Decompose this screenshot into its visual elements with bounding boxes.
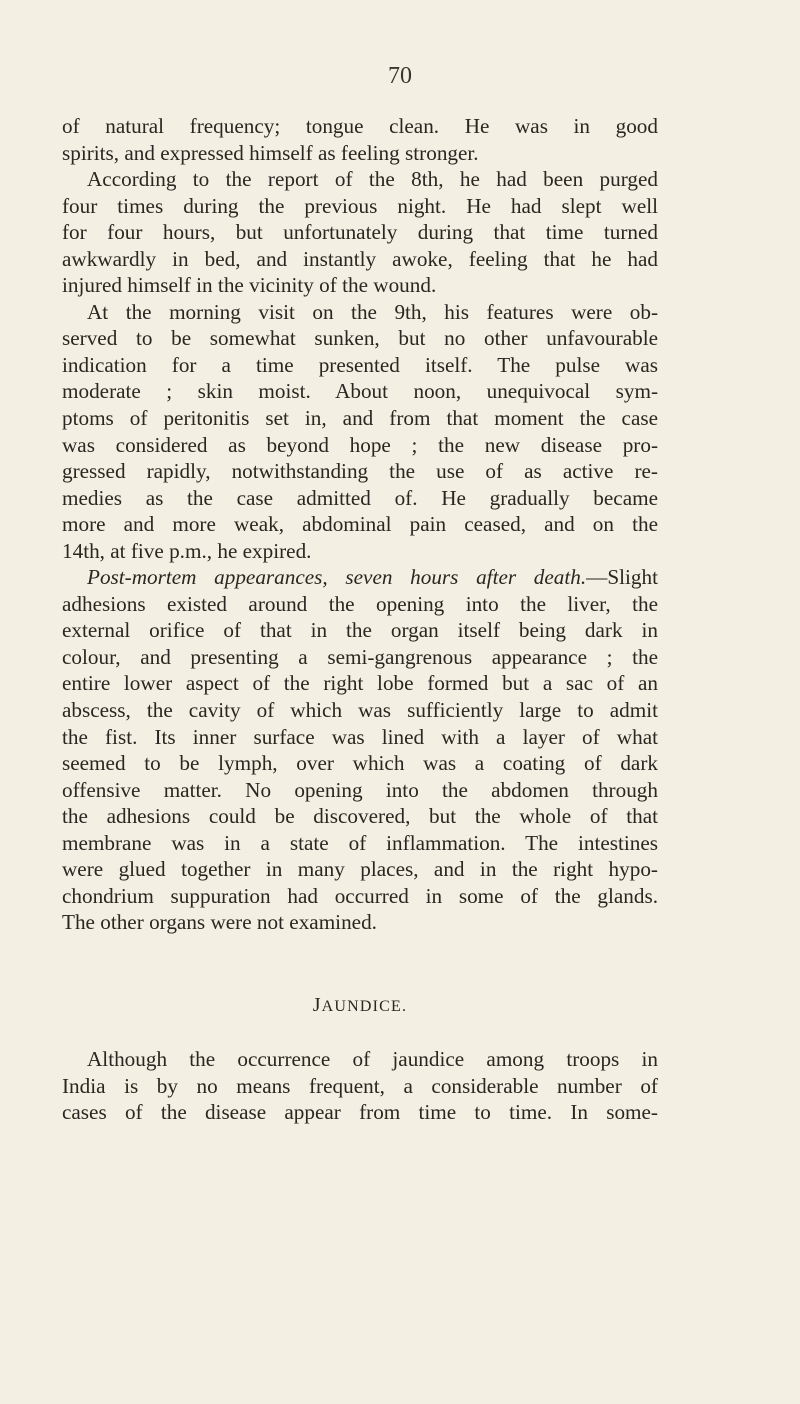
text-line: membrane was in a state of inflammation. The intestines — [62, 830, 658, 855]
text-line: 14th, at five p.m., he expired. — [62, 538, 312, 563]
section-heading — [62, 992, 658, 1020]
text-line: injured himself in the vicinity of the wound. — [62, 273, 437, 298]
text-line: entire lower aspect of the right lobe formed but a sac of an — [62, 671, 658, 696]
text-line: colour, and presenting a semi-gangrenous appearance ; the — [62, 644, 658, 669]
text-line: chondrium suppuration had occurred in some of the glands. — [62, 883, 658, 908]
text-line: moderate ; skin moist. About noon, unequivocal sym- — [62, 379, 658, 404]
lead-rest: —Slight — [586, 565, 658, 590]
text-line: external orifice of that in the organ itself being dark in — [62, 618, 658, 643]
text-line: adhesions existed around the opening into the liver, the — [62, 591, 658, 616]
heading-initial: J — [312, 993, 322, 1016]
text-line: medies as the case admitted of. He gradually became — [62, 485, 658, 510]
text-line: According to the report of the 8th, he had been purged — [87, 167, 658, 192]
text-line: Although the occurrence of jaundice among troops in — [87, 1046, 658, 1071]
text-line: more and more weak, abdominal pain ceased, and on the — [62, 512, 658, 537]
text-line: spirits, and expressed himself as feeling stronger. — [62, 140, 479, 165]
text-line: offensive matter. No opening into the abdomen through — [62, 777, 658, 802]
text-line: served to be somewhat sunken, but no other unfavourable — [62, 326, 658, 351]
text-line: India is by no means frequent, a considerable number of — [62, 1073, 658, 1098]
text-line: At the morning visit on the 9th, his features were ob- — [87, 299, 658, 324]
text-line: the adhesions could be discovered, but the whole of that — [62, 804, 658, 829]
text-line: was considered as beyond hope ; the new disease pro- — [62, 432, 658, 457]
heading-rest: AUNDICE. — [321, 997, 408, 1015]
text-line: The other organs were not examined. — [62, 910, 377, 935]
text-line: gressed rapidly, notwithstanding the use of as active re- — [62, 459, 658, 484]
page-number: 70 — [388, 63, 412, 89]
text-line: four times during the previous night. He had slept well — [62, 193, 658, 218]
text-line: of natural frequency; tongue clean. He was in good — [62, 114, 658, 138]
text-line: cases of the disease appear from time to time. In some- — [62, 1100, 658, 1125]
text-line: abscess, the cavity of which was sufficiently large to admit — [62, 698, 658, 723]
text-line — [62, 564, 658, 591]
text-line: were glued together in many places, and in the right hypo- — [62, 857, 658, 882]
text-line: for four hours, but unfortunately during that time turned — [62, 220, 658, 245]
italic-lead: Post-mortem appearances, seven hours after death. — [87, 565, 587, 590]
text-line: ptoms of peritonitis set in, and from that moment the case — [62, 406, 658, 431]
text-line: awkwardly in bed, and instantly awoke, feeling that he had — [62, 246, 658, 271]
text-line: seemed to be lymph, over which was a coating of dark — [62, 751, 658, 776]
text-line: indication for a time presented itself. The pulse was — [62, 352, 658, 377]
body-text — [62, 113, 658, 1126]
section-gap — [62, 936, 658, 992]
text-line: the fist. Its inner surface was lined with a layer of what — [62, 724, 658, 749]
